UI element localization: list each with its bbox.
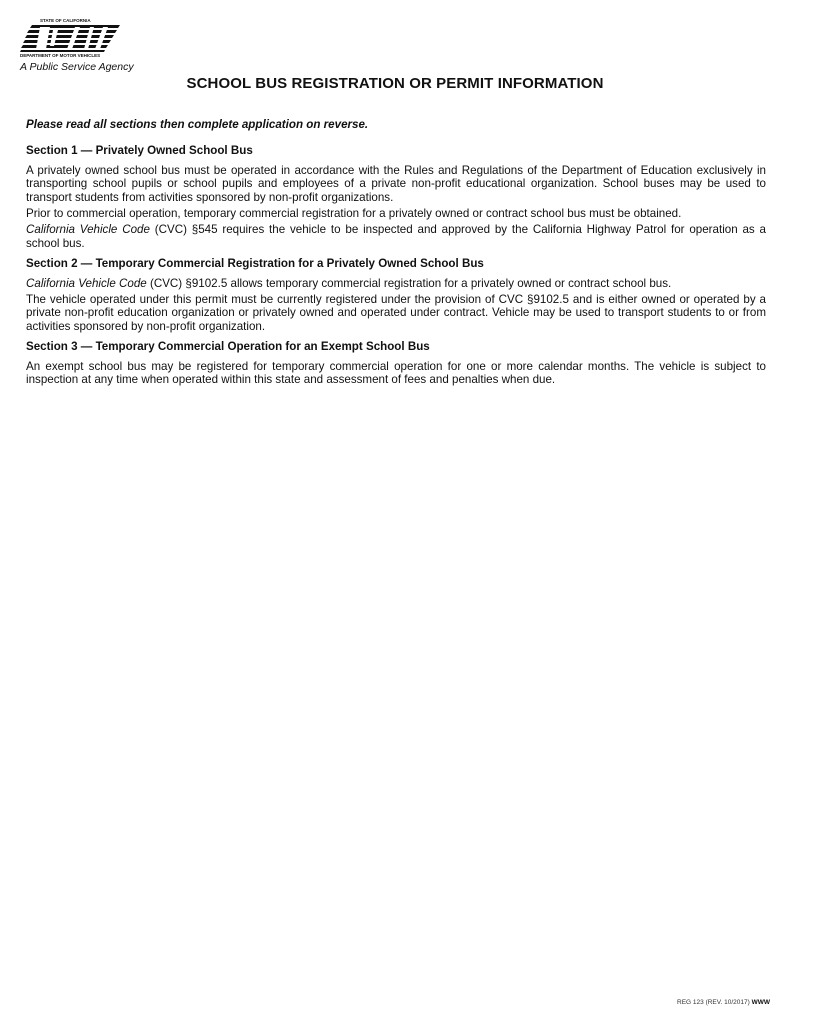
section-paragraph [26,223,766,250]
section-paragraph [26,164,766,204]
intro-instruction: Please read all sections then complete application on reverse. [26,118,369,131]
logo-state-label: STATE OF CALIFORNIA [40,18,91,23]
paragraph-text: (CVC) §9102.5 allows temporary commercial registration for a privately owned or contract school bus. [146,276,672,290]
section-paragraph [26,207,766,220]
section-paragraph [26,360,766,387]
section-paragraph [26,277,766,290]
code-citation: California Vehicle Code [26,223,150,237]
paragraph-text: (CVC) §545 requires the vehicle to be inspected and approved by the California Highway Patrol for operation as a school bus. [26,223,766,250]
section-paragraph [26,293,766,333]
paragraph-text: Prior to commercial operation, temporary commercial registration for a privately owned or contract school bus must be obtained. [26,207,682,221]
code-citation: California Vehicle Code [26,276,147,290]
logo-tagline: A Public Service Agency [20,61,134,73]
form-id: REG 123 (REV. 10/2017) [677,999,750,1006]
page-title: SCHOOL BUS REGISTRATION OR PERMIT INFORMATION [186,75,604,92]
section-3 [26,340,766,386]
logo-department-label: DEPARTMENT OF MOTOR VEHICLES [20,53,101,58]
section-heading: Section 2 — Temporary Commercial Registration for a Privately Owned School Bus [26,257,484,271]
paragraph-text: The vehicle operated under this permit must be currently registered under the provision of CVC §9102.5 and is either owned or operated by a private non-profit education organization or privately owned and operated under contract. Vehicle may be used to transport students to or from activities sponsored by non-profit organization. [26,293,766,333]
section-heading: Section 3 — Temporary Commercial Operation for an Exempt School Bus [26,340,430,354]
dmv-logo [20,18,145,76]
dmv-logo-icon [20,23,125,53]
section-2 [26,257,766,333]
section-1 [26,144,766,250]
section-heading: Section 1 — Privately Owned School Bus [26,144,253,158]
paragraph-text: An exempt school bus may be registered for temporary commercial operation for one or more calendar months. The vehicle is subject to inspection at any time when operated within this state and assessment of fees and penalties when due. [26,359,766,387]
document-body [26,118,766,394]
form-suffix: WWW [751,999,770,1006]
form-footer [677,999,770,1006]
paragraph-text: A privately owned school bus must be operated in accordance with the Rules and Regulations of the Department of Education exclusively in transporting school pupils or school pupils and employees of a private non-profit educational organization. School buses may be used to transport students from activities sponsored by non-profit organizations. [26,163,766,204]
